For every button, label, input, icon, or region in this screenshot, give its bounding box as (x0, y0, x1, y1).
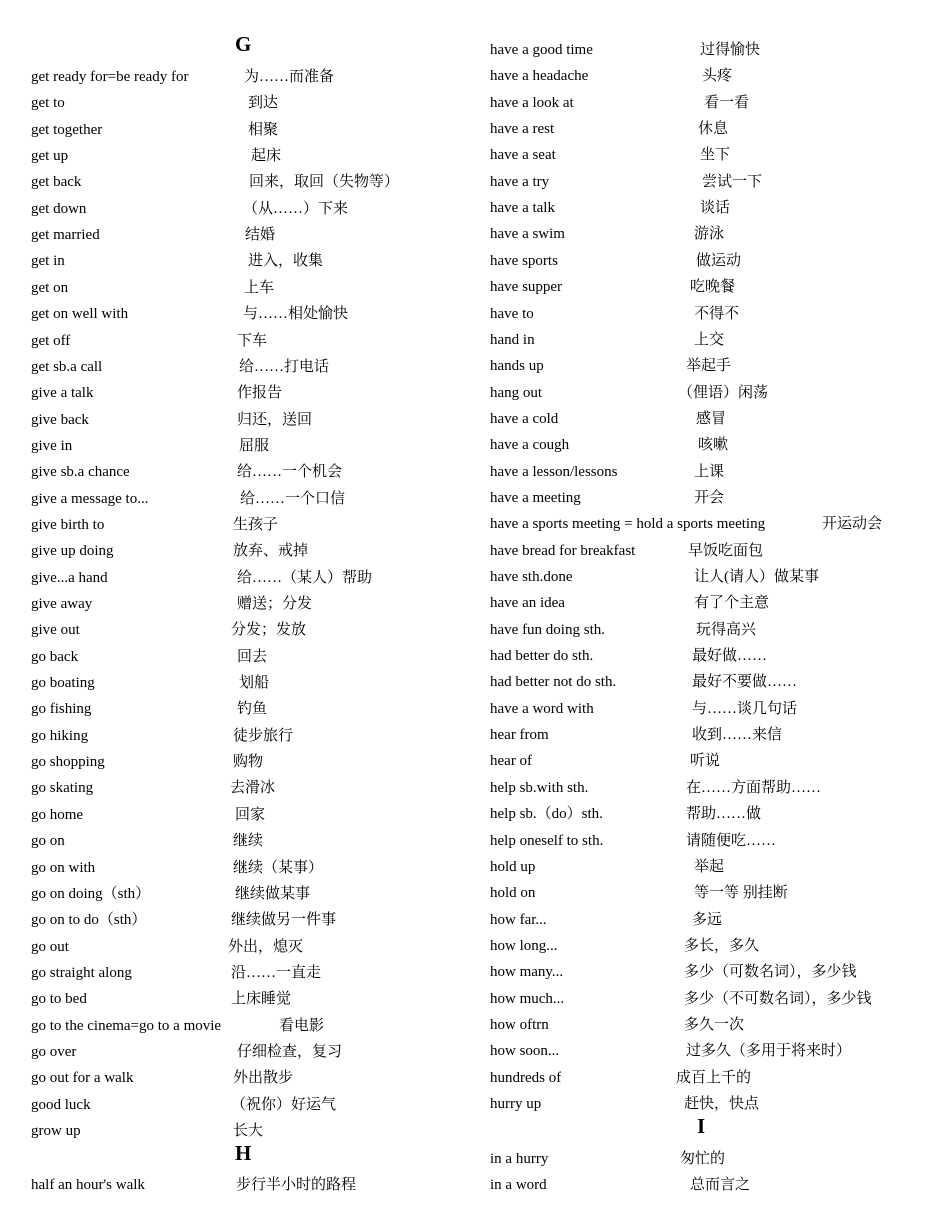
phrase-chinese: （俚语）闲荡 (678, 385, 769, 401)
phrase-english: had better not do sth. (490, 674, 617, 690)
phrase-chinese: 做运动 (696, 253, 742, 269)
phrase-chinese: 屈服 (239, 438, 270, 454)
phrase-english: go fishing (31, 701, 92, 717)
phrase-chinese: 听说 (690, 753, 721, 769)
phrase-english: hold on (490, 885, 536, 901)
phrase-chinese: 吃晚餐 (690, 279, 736, 295)
phrase-chinese: 多久一次 (684, 1017, 745, 1033)
phrase-english: have a word with (490, 701, 594, 717)
phrase-chinese: 给……一个口信 (240, 491, 346, 507)
phrase-english: give up doing (31, 543, 114, 559)
section-heading-g: G (235, 32, 252, 56)
phrase-english: half an hour's walk (31, 1177, 145, 1193)
phrase-chinese: 尝试一下 (702, 174, 763, 190)
phrase-chinese: 徒步旅行 (233, 728, 294, 744)
phrase-english: have a talk (490, 200, 555, 216)
phrase-english: get on well with (31, 306, 129, 322)
phrase-chinese: 帮助……做 (686, 806, 762, 822)
phrase-english: get in (31, 253, 65, 269)
phrase-english: how far... (490, 912, 547, 928)
phrase-english: go out for a walk (31, 1070, 134, 1086)
phrase-english: how oftrn (490, 1017, 549, 1033)
phrase-chinese: 沿……一直走 (231, 965, 322, 981)
phrase-chinese: 开会 (694, 490, 725, 506)
phrase-chinese: 游泳 (694, 226, 725, 242)
phrase-chinese: 划船 (239, 675, 270, 691)
phrase-chinese: 归还，送回 (237, 412, 313, 428)
phrase-english: get to (31, 95, 65, 111)
phrase-chinese: 去滑冰 (230, 780, 276, 796)
phrase-chinese: 看电影 (279, 1018, 325, 1034)
section-heading-h: H (235, 1141, 252, 1165)
phrase-english: hand in (490, 332, 535, 348)
phrase-english: have a meeting (490, 490, 581, 506)
phrase-english: go on doing（sth） (31, 886, 151, 902)
phrase-chinese: 生孩子 (233, 517, 279, 533)
phrase-chinese: 匆忙的 (680, 1151, 726, 1167)
phrase-chinese: 总而言之 (690, 1177, 751, 1193)
phrase-chinese: 过得愉快 (700, 42, 761, 58)
phrase-chinese: 进入，收集 (248, 253, 324, 269)
phrase-english: give back (31, 412, 89, 428)
phrase-english: have a rest (490, 121, 555, 137)
phrase-english: have to (490, 306, 534, 322)
phrase-chinese: 与……谈几句话 (692, 701, 798, 717)
phrase-chinese: 结婚 (245, 227, 276, 243)
phrase-english: help oneself to sth. (490, 833, 604, 849)
phrase-chinese: 分发；发放 (231, 622, 307, 638)
phrase-chinese: 给……打电话 (239, 359, 330, 375)
phrase-english: give in (31, 438, 73, 454)
phrase-english: go shopping (31, 754, 105, 770)
phrase-chinese: 举起手 (686, 358, 732, 374)
phrase-english: go on to do（sth） (31, 912, 147, 928)
phrase-chinese: 长大 (233, 1123, 264, 1139)
phrase-english: hold up (490, 859, 536, 875)
phrase-english: hurry up (490, 1096, 542, 1112)
phrase-chinese: 外出，熄灭 (228, 939, 304, 955)
phrase-english: go home (31, 807, 84, 823)
phrase-english: go back (31, 649, 79, 665)
phrase-english: give a talk (31, 385, 94, 401)
phrase-chinese: 上课 (694, 464, 725, 480)
phrase-english: go straight along (31, 965, 132, 981)
phrase-chinese: 为……而准备 (244, 69, 335, 85)
phrase-chinese: （祝你）好运气 (231, 1097, 337, 1113)
section-heading-i: I (697, 1114, 706, 1138)
phrase-english: have a lesson/lessons (490, 464, 618, 480)
phrase-chinese: 不得不 (694, 306, 740, 322)
phrase-chinese: 等一等 别挂断 (694, 885, 788, 901)
phrase-english: hear from (490, 727, 549, 743)
phrase-english: had better do sth. (490, 648, 594, 664)
phrase-english: have a cough (490, 437, 570, 453)
phrase-english: how long... (490, 938, 558, 954)
phrase-chinese: 多长，多久 (684, 938, 760, 954)
phrase-english: have a look at (490, 95, 574, 111)
phrase-english: how many... (490, 964, 564, 980)
phrase-chinese: 上交 (694, 332, 725, 348)
phrase-chinese: 看一看 (704, 95, 750, 111)
phrase-english: get up (31, 148, 69, 164)
phrase-chinese: 钓鱼 (237, 701, 268, 717)
phrase-chinese: 最好不要做…… (692, 674, 798, 690)
phrase-english: give...a hand (31, 570, 108, 586)
phrase-chinese: 多少（可数名词），多少钱 (684, 964, 857, 980)
phrase-chinese: 继续做某事 (235, 886, 311, 902)
phrase-chinese: 继续 (233, 833, 264, 849)
phrase-english: get back (31, 174, 82, 190)
phrase-chinese: 给……一个机会 (237, 464, 343, 480)
phrase-english: have a seat (490, 147, 556, 163)
phrase-english: get together (31, 122, 103, 138)
phrase-english: give birth to (31, 517, 105, 533)
phrase-chinese: 回来，取回（失物等） (249, 174, 400, 190)
phrase-english: have a swim (490, 226, 565, 242)
phrase-chinese: 坐下 (700, 147, 731, 163)
phrase-english: get married (31, 227, 100, 243)
phrase-chinese: 上车 (244, 280, 275, 296)
phrase-english: get on (31, 280, 69, 296)
phrase-chinese: 玩得高兴 (696, 622, 757, 638)
phrase-english: have a good time (490, 42, 593, 58)
phrase-chinese: 多远 (692, 912, 723, 928)
phrase-english: go skating (31, 780, 94, 796)
phrase-chinese: 步行半小时的路程 (236, 1177, 357, 1193)
phrase-english: have bread for breakfast (490, 543, 636, 559)
phrase-chinese: 举起 (694, 859, 725, 875)
phrase-english: go over (31, 1044, 77, 1060)
phrase-english: hands up (490, 358, 544, 374)
phrase-english: get ready for=be ready for (31, 69, 189, 85)
phrase-chinese: 相聚 (248, 122, 279, 138)
phrase-chinese: 多少（不可数名词），多少钱 (684, 991, 872, 1007)
phrase-english: go on (31, 833, 65, 849)
phrase-chinese: 收到……来信 (692, 727, 783, 743)
phrase-english: get sb.a call (31, 359, 103, 375)
phrase-chinese: 请随便吃…… (686, 833, 777, 849)
phrase-english: give out (31, 622, 80, 638)
phrase-chinese: 休息 (698, 121, 729, 137)
phrase-english: have fun doing sth. (490, 622, 605, 638)
phrase-chinese: 给……（某人）帮助 (237, 570, 373, 586)
phrase-chinese: 赶快，快点 (684, 1096, 760, 1112)
phrase-english: have sth.done (490, 569, 573, 585)
phrase-english: go to bed (31, 991, 87, 1007)
phrase-english: have supper (490, 279, 563, 295)
phrase-chinese: 头疼 (702, 68, 733, 84)
phrase-chinese: 让人(请人）做某事 (694, 569, 819, 585)
phrase-chinese: 到达 (248, 95, 279, 111)
phrase-english: give sb.a chance (31, 464, 130, 480)
phrase-chinese: 继续（某事） (233, 860, 324, 876)
phrase-chinese: 作报告 (237, 385, 283, 401)
phrase-english: give away (31, 596, 93, 612)
phrase-chinese: 咳嗽 (698, 437, 729, 453)
phrase-chinese: 与……相处愉快 (243, 306, 349, 322)
phrase-chinese: 继续做另一件事 (231, 912, 337, 928)
phrase-english: go hiking (31, 728, 89, 744)
phrase-chinese: 下车 (237, 333, 268, 349)
phrase-english: in a hurry (490, 1151, 549, 1167)
phrase-chinese: 外出散步 (233, 1070, 294, 1086)
phrase-chinese: 在……方面帮助…… (686, 780, 822, 796)
phrase-english: grow up (31, 1123, 81, 1139)
phrase-chinese: 过多久（多用于将来时） (686, 1043, 852, 1059)
phrase-chinese: 起床 (251, 148, 282, 164)
phrase-english: hundreds of (490, 1070, 562, 1086)
phrase-chinese: 仔细检查，复习 (237, 1044, 343, 1060)
phrase-chinese: 谈话 (700, 200, 731, 216)
phrase-english: have a sports meeting = hold a sports meeting (490, 516, 766, 532)
phrase-english: help sb.with sth. (490, 780, 589, 796)
phrase-english: go boating (31, 675, 95, 691)
phrase-chinese: 早饭吃面包 (688, 543, 764, 559)
phrase-english: go on with (31, 860, 96, 876)
phrase-english: get down (31, 201, 87, 217)
phrase-english: have a headache (490, 68, 589, 84)
phrase-chinese: 最好做…… (692, 648, 768, 664)
phrase-english: hang out (490, 385, 543, 401)
phrase-english: have an idea (490, 595, 565, 611)
phrase-english: good luck (31, 1097, 91, 1113)
phrase-chinese: 开运动会 (822, 516, 883, 532)
phrase-english: have a cold (490, 411, 559, 427)
phrase-chinese: 感冒 (696, 411, 727, 427)
phrase-english: have a try (490, 174, 550, 190)
phrase-chinese: 成百上千的 (676, 1070, 752, 1086)
phrase-english: have sports (490, 253, 558, 269)
phrase-chinese: 放弃、戒掉 (233, 543, 309, 559)
phrase-chinese: 回去 (237, 649, 268, 665)
phrase-chinese: （从……）下来 (243, 201, 349, 217)
phrase-chinese: 赠送；分发 (237, 596, 313, 612)
phrase-chinese: 上床睡觉 (231, 991, 292, 1007)
phrase-english: go to the cinema=go to a movie (31, 1018, 222, 1034)
phrase-english: hear of (490, 753, 533, 769)
phrase-english: go out (31, 939, 69, 955)
phrase-english: get off (31, 333, 71, 349)
phrase-english: how soon... (490, 1043, 560, 1059)
phrase-chinese: 有了个主意 (694, 595, 770, 611)
phrase-chinese: 购物 (233, 754, 264, 770)
phrase-english: give a message to... (31, 491, 149, 507)
phrase-english: in a word (490, 1177, 547, 1193)
phrase-english: how much... (490, 991, 565, 1007)
phrase-chinese: 回家 (235, 807, 266, 823)
phrase-english: help sb.（do）sth. (490, 806, 603, 822)
